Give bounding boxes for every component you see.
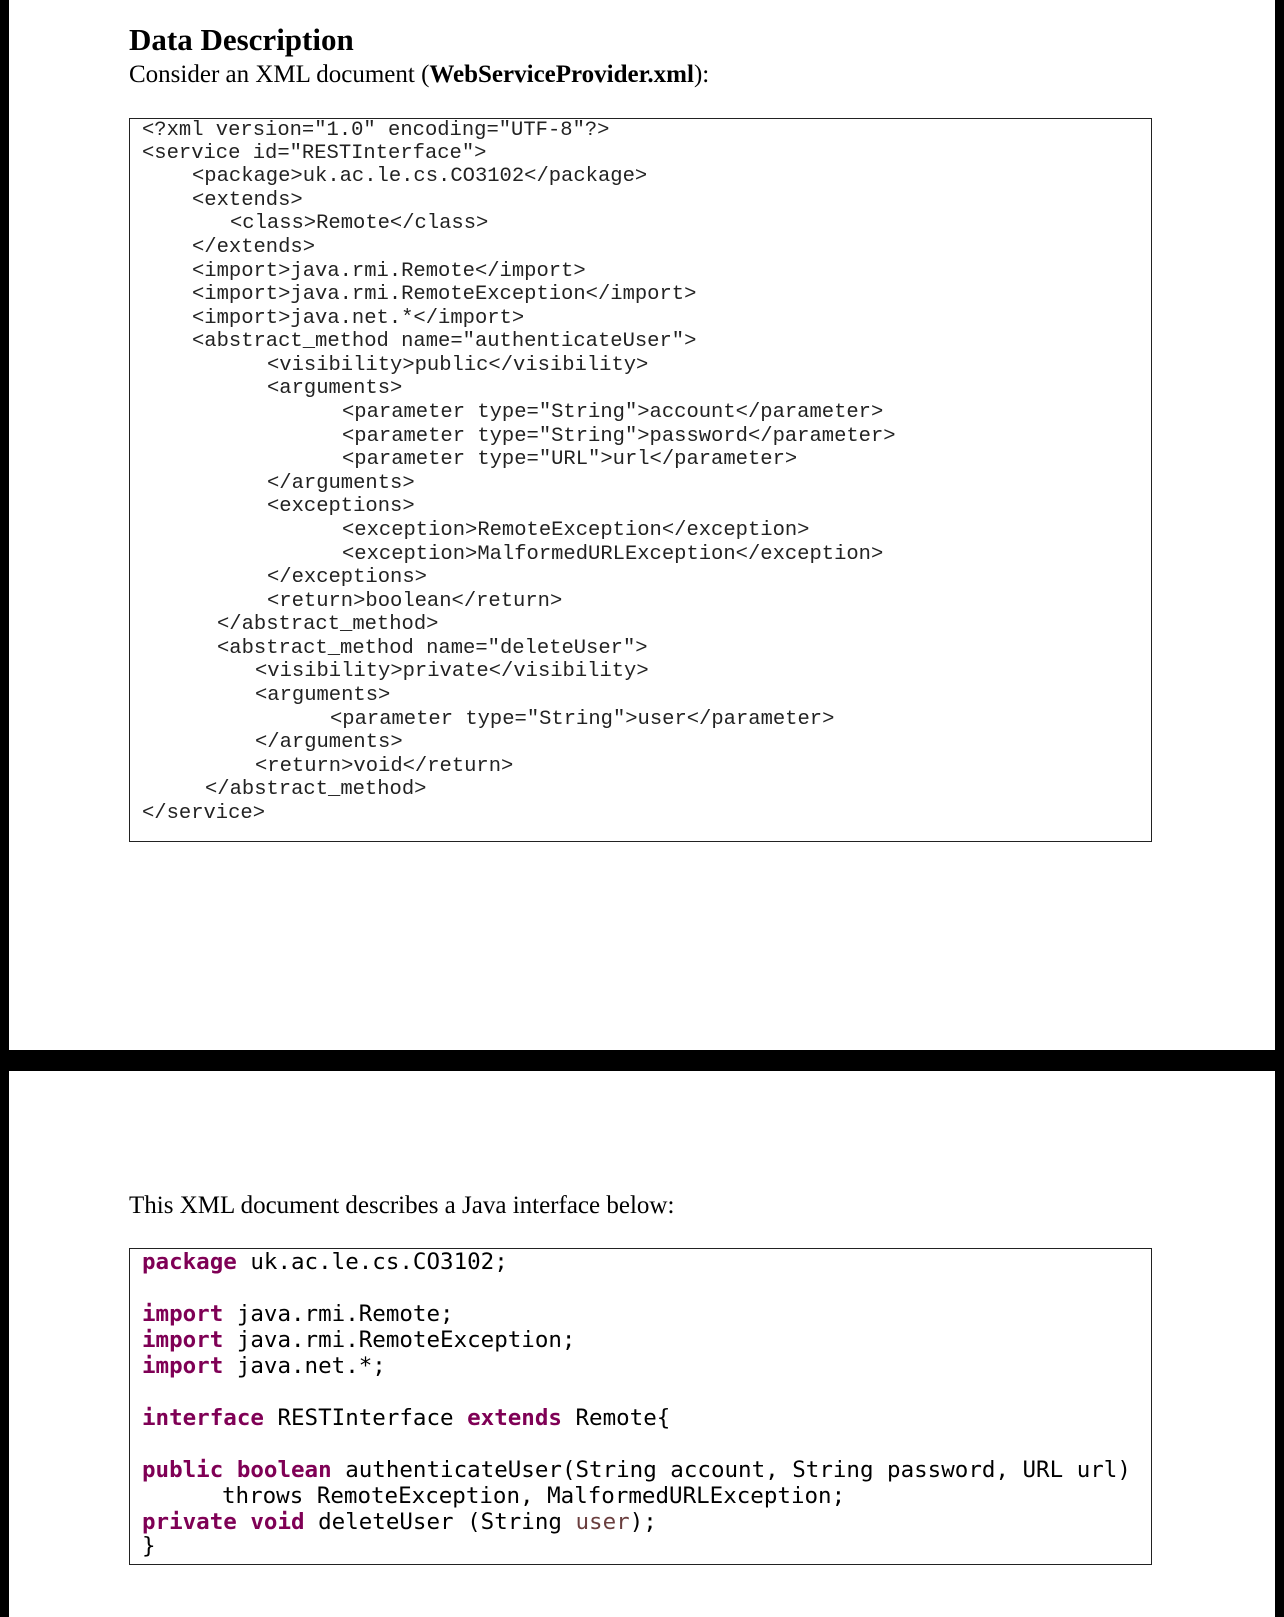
xml-line: </exceptions> — [267, 566, 427, 589]
xml-line: <parameter type="String">account</parameter> — [342, 401, 884, 424]
keyword: private — [142, 1509, 237, 1535]
file-name: WebServiceProvider.xml — [429, 61, 694, 88]
xml-line: <visibility>private</visibility> — [255, 660, 649, 683]
code-text: Remote{ — [561, 1405, 671, 1431]
xml-line: <parameter type="String">user</parameter> — [330, 708, 835, 731]
document-page-1 — [9, 0, 1275, 1050]
keyword: package — [142, 1249, 237, 1275]
xml-line: <exceptions> — [267, 495, 415, 518]
section-heading: Data Description — [129, 22, 354, 57]
intro-text — [129, 61, 709, 89]
code-text: java.net.*; — [223, 1353, 386, 1379]
xml-line: <exception>RemoteException</exception> — [342, 519, 810, 542]
java-interface-line — [142, 1405, 670, 1431]
xml-line: <import>java.net.*</import> — [192, 307, 525, 330]
xml-line: </abstract_method> — [217, 613, 439, 636]
xml-line: <abstract_method name="authenticateUser"> — [192, 330, 697, 353]
xml-line: </arguments> — [267, 472, 415, 495]
xml-line: <visibility>public</visibility> — [267, 354, 649, 377]
xml-line: <package>uk.ac.le.cs.CO3102</package> — [192, 165, 648, 188]
keyword: boolean — [236, 1457, 332, 1483]
code-text: uk.ac.le.cs.CO3102; — [236, 1249, 508, 1275]
xml-line: </arguments> — [255, 731, 403, 754]
xml-line: <abstract_method name="deleteUser"> — [217, 637, 648, 660]
xml-line: <parameter type="URL">url</parameter> — [342, 448, 798, 471]
keyword: import — [142, 1301, 224, 1327]
keyword: import — [142, 1353, 224, 1379]
intro-suffix: ): — [693, 61, 710, 88]
keyword: interface — [142, 1405, 264, 1431]
parameter-name: user — [575, 1509, 630, 1535]
code-text: authenticateUser(String account, String password, URL url) — [331, 1457, 1131, 1483]
xml-line: <import>java.rmi.RemoteException</import> — [192, 283, 697, 306]
code-text: RESTInterface — [263, 1405, 468, 1431]
code-text: java.rmi.RemoteException; — [223, 1327, 576, 1353]
document-page-2 — [9, 1071, 1275, 1617]
code-text: ); — [629, 1509, 657, 1535]
xml-line: <class>Remote</class> — [230, 212, 489, 235]
xml-line: </abstract_method> — [205, 778, 427, 801]
xml-line: <arguments> — [255, 684, 391, 707]
java-package-line — [142, 1249, 508, 1275]
code-text: java.rmi.Remote; — [223, 1301, 454, 1327]
java-method-line — [142, 1509, 657, 1535]
keyword: import — [142, 1327, 224, 1353]
java-throws-line: throws RemoteException, MalformedURLException; — [222, 1483, 846, 1509]
java-import-line — [142, 1301, 454, 1327]
code-text: deleteUser (String — [304, 1509, 576, 1535]
xml-line: <import>java.rmi.Remote</import> — [192, 260, 586, 283]
java-intro-text: This XML document describes a Java interface below: — [129, 1192, 675, 1219]
xml-line: <extends> — [192, 189, 303, 212]
java-closing-brace: } — [142, 1533, 156, 1559]
xml-line: <return>void</return> — [255, 755, 514, 778]
xml-line: <service id="RESTInterface"> — [142, 142, 487, 165]
xml-line: <arguments> — [267, 377, 403, 400]
xml-line: <exception>MalformedURLException</exception> — [342, 543, 884, 566]
java-code-box — [129, 1248, 1152, 1565]
java-import-line — [142, 1327, 575, 1353]
xml-line: </service> — [142, 802, 266, 825]
xml-line: </extends> — [192, 236, 316, 259]
java-method-line — [142, 1457, 1131, 1483]
keyword: public — [142, 1457, 224, 1483]
intro-prefix: Consider an XML document ( — [129, 61, 430, 88]
keyword: void — [250, 1509, 305, 1535]
keyword: extends — [467, 1405, 562, 1431]
xml-line: <?xml version="1.0" encoding="UTF-8"?> — [142, 119, 610, 142]
java-import-line — [142, 1353, 386, 1379]
xml-code-box — [129, 118, 1152, 842]
xml-line: <return>boolean</return> — [267, 590, 563, 613]
xml-line: <parameter type="String">password</parameter> — [342, 425, 896, 448]
